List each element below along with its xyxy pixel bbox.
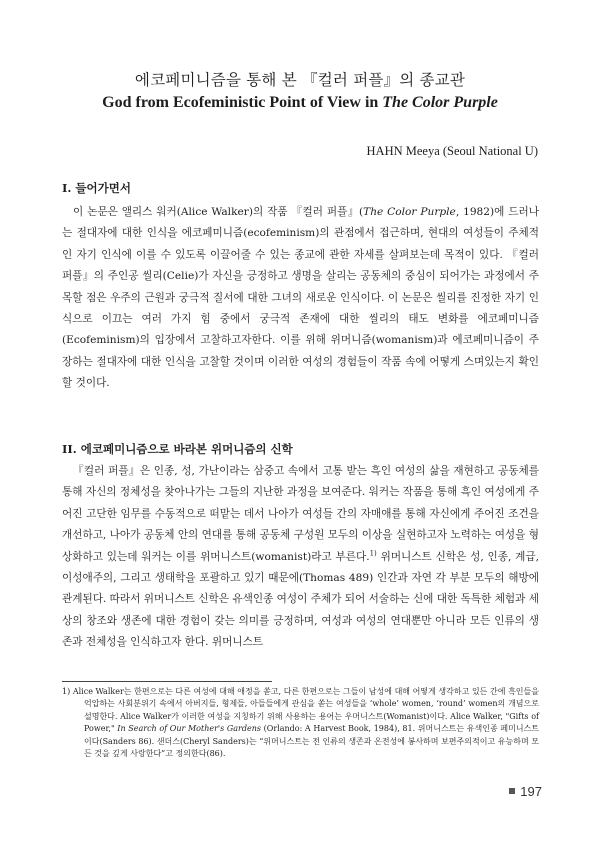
section-1-book-title: The Color Purple [363, 206, 456, 218]
footnote-book-title: In Search of Our Mother's Gardens [117, 724, 261, 734]
footnote-text-b: (Orlando: A Harvest Book, 1984), 81. 위머니스트는 유색인종 페미니스트이다(Sanders 86). 샌더스(Cheryl Sanders)는 “위머니스트는 전 인류의 생존과 온전성에 봉사하며 보편주의적이고 유능하며 모든 것을 깊게 사랑한다”고 정의한다(86). [84, 724, 539, 759]
section-1-heading: I. 들어가면서 [62, 181, 131, 195]
title-english [0, 94, 600, 112]
title-korean: 에코페미니즘을 통해 본 『컬러 퍼플』의 종교관 [134, 71, 466, 89]
section-2-text-a: 『컬러 퍼플』은 인종, 성, 가난이라는 삼중고 속에서 고통 받는 흑인 여성의 삶을 재현하고 공동체를 통해 자신의 정체성을 찾아나가는 그들의 지난한 과정을 보여준다. 워커는 작품을 통해 흑인 여성에게 주어진 고단한 임무를 수동적으로 떠맡는 데서 나아가 여성들 간의 자매애를 통해 자신에게 주어진 조건을 개선하고, 나아가 공동체 안의 연대를 통해 공동체 구성원 모두의 이상을 실현하고자 노력하는 여성을 형상화하고 있는데 워커는 이를 위머니스트(womanist)라고 부른다. [62, 465, 539, 563]
section-2-paragraph [62, 461, 539, 654]
section-2-text-b: 위머니스트 신학은 성, 인종, 계급, 이성애주의, 그리고 생태학을 포괄하고 있기 때문에(Thomas 489) 인간과 자연 각 부분 모두의 해방에 관계된다. 따라서 위머니스트 신학은 유색인종 여성이 주체가 되어 서술하는 신에 대한 독특한 체험과 세상의 창조와 생존에 대한 경험이 갖는 의미를 긍정하며, 여성과 여성의 연대뿐만 아니라 모든 인류의 생존과 전체성을 인식하고자 한다. 위머니스트 [62, 550, 539, 649]
title-english-text: God from Ecofeministic Point of View in [102, 94, 383, 111]
page-number [509, 784, 542, 799]
section-2-heading: II. 에코페미니즘으로 바라본 위머니즘의 신학 [62, 442, 293, 456]
footnote-divider [62, 681, 272, 682]
section-1-text-a: 이 논문은 앨리스 워커(Alice Walker)의 작품 『컬러 퍼플』( [73, 206, 364, 218]
footnote-marker[interactable]: 1) [369, 549, 377, 558]
title-english-book: The Color Purple [382, 94, 498, 111]
footnote-text-a: 1) Alice Walker는 한편으로는 다른 여성에 대해 애정을 쏟고, 다른 한편으로는 그들이 남성에 대해 어떻게 생각하고 있든 간에 흑인들을 억압하는 사회분위기 속에서 아버지들, 형제들, 아들들에게 관심을 쏟는 여성들을 ‘whole’ women, ‘round’ women의 개념으로 설명한다. Alice Walker가 이러한 여성을 지칭하기 위해 사용하는 용어는 우머니스트(Womanist)이다. Alice Walker, "Gifts of Power," [62, 687, 539, 734]
square-bullet-icon [509, 788, 515, 794]
section-1-text-b: , 1982)에 드러나는 절대자에 대한 인식을 에코페미니즘(ecofeminism)의 관점에서 접근하며, 현대의 여성들이 주체적인 자기 인식에 이를 수 있도록 이끌어줄 수 있는 종교에 관한 자세를 살펴보는데 목적이 있다. 『컬러 퍼플』의 주인공 씰리(Celie)가 자신을 긍정하고 생명을 살리는 공동체의 중심이 되어가는 과정에서 주목할 점은 우주의 근원과 궁극적 질서에 대한 그녀의 새로운 인식이다. 이 논문은 씰리를 진정한 자기 인식으로 이끄는 여러 가지 힘 중에서 궁극적 존재에 대한 씰리의 태도 변화를 에코페미니즘(Ecofeminism)의 입장에서 고찰하고자한다. 이를 위해 위머니즘(womanism)과 에코페미니즘이 주장하는 절대자에 대한 인식을 고찰할 것이며 이러한 여성의 경험들이 작품 속에 어떻게 스며있는지 확인할 것이다. [62, 206, 539, 390]
footnote-1 [62, 686, 539, 760]
page-number-value: 197 [520, 784, 542, 799]
section-1-paragraph [62, 202, 539, 395]
author-line: HAHN Meeya (Seoul National U) [366, 144, 538, 158]
